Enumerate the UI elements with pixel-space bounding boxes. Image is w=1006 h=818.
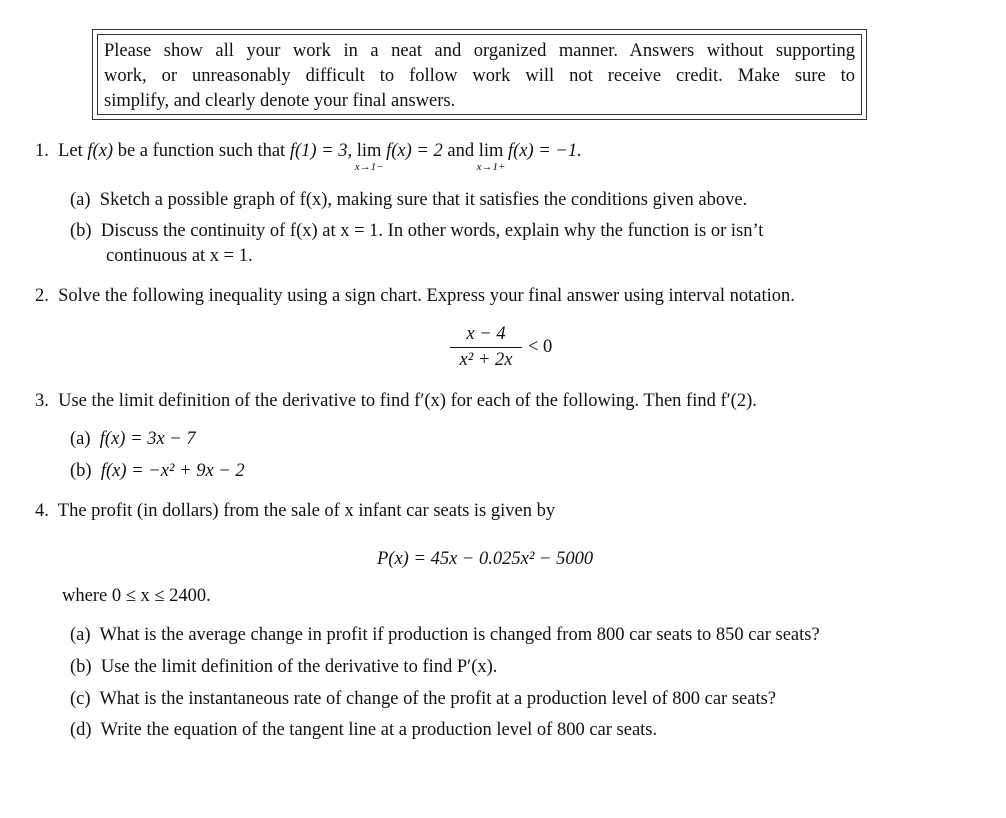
problem-3-number: 3. [35, 391, 49, 411]
problem-1-right-lim-word: lim [478, 141, 504, 161]
problem-1-right-lim-subscript: x→1+ [476, 161, 506, 173]
problem-1b-text-line-1: Discuss the continuity of f(x) at x = 1. In other words, explain why the function is or isn’t [100, 221, 764, 241]
problem-4-domain: where 0 ≤ x ≤ 2400. [62, 586, 211, 606]
problem-2-number: 2. [35, 286, 49, 306]
problem-1-left-limit [354, 141, 384, 173]
problem-1-stem-mid: be a function such that [117, 141, 286, 161]
problem-3b-text: f(x) = −x² + 9x − 2 [100, 461, 245, 481]
problem-4-stem [35, 501, 555, 522]
instructions-box-inner [97, 34, 862, 115]
instructions-box [92, 29, 867, 120]
problem-4a [70, 625, 820, 646]
problem-2-fraction [450, 324, 522, 371]
problem-3-text: Use the limit definition of the derivative to find f′(x) for each of the following. Then find f′(2). [58, 391, 757, 411]
problem-3-stem [35, 391, 757, 412]
problem-4d [70, 720, 657, 741]
problem-1-f-of-x: f(x) [87, 141, 114, 161]
problem-4c [70, 689, 776, 710]
problem-2-text: Solve the following inequality using a sign chart. Express your final answer using interval notation. [58, 286, 795, 306]
problem-2-relation: < 0 [528, 337, 553, 357]
problem-2-numerator: x − 4 [466, 324, 506, 344]
problem-1a [70, 190, 747, 211]
problem-1b-label: (b) [70, 221, 92, 241]
problem-1-and-word: and [447, 141, 475, 161]
problem-4b [70, 657, 497, 678]
problem-4c-text: What is the instantaneous rate of change of the profit at a production level of 800 car seats? [99, 689, 777, 709]
problem-1a-text: Sketch a possible graph of f(x), making sure that it satisfies the conditions given above. [99, 190, 748, 210]
problem-1-stem [35, 141, 582, 173]
problem-1-left-lim-subscript: x→1− [354, 161, 384, 173]
problem-3b-label: (b) [70, 461, 92, 481]
problem-2-denominator: x² + 2x [459, 350, 513, 370]
problem-1-right-limit [476, 141, 506, 173]
problem-4-text: The profit (in dollars) from the sale of x infant car seats is given by [57, 501, 556, 521]
problem-1-right-limit-expression: f(x) = −1. [508, 141, 582, 161]
problem-3a-label: (a) [70, 429, 91, 449]
problem-3a [70, 429, 196, 450]
problem-3a-text: f(x) = 3x − 7 [99, 429, 196, 449]
problem-4a-text: What is the average change in profit if production is changed from 800 car seats to 850 car seats? [99, 625, 820, 645]
problem-1-left-lim-word: lim [356, 141, 382, 161]
problem-4b-text: Use the limit definition of the derivative to find P′(x). [100, 657, 498, 677]
problem-1b [70, 221, 948, 242]
problem-1b-continuation: continuous at x = 1. [106, 246, 253, 266]
problem-4c-label: (c) [70, 689, 91, 709]
problem-4d-label: (d) [70, 720, 92, 740]
problem-1-f1-equation: f(1) = 3, [289, 141, 353, 161]
instructions-line-3: simplify, and clearly denote your final answers. [104, 91, 456, 111]
problem-4b-label: (b) [70, 657, 92, 677]
problem-3b [70, 461, 245, 482]
problem-2-stem [35, 286, 795, 307]
problem-1-number: 1. [35, 141, 49, 161]
problem-1-stem-prefix: Let [58, 141, 83, 161]
problem-4-number: 4. [35, 501, 49, 521]
instructions-line-1: Please show all your work in a neat and organized manner. Answers without supporting [104, 41, 855, 61]
instructions-line-2: work, or unreasonably difficult to follow work will not receive credit. Make sure to [104, 66, 855, 86]
problem-4a-label: (a) [70, 625, 91, 645]
problem-4-formula: P(x) = 45x − 0.025x² − 5000 [377, 549, 594, 569]
problem-1-left-limit-expression: f(x) = 2 [386, 141, 443, 161]
problem-1a-label: (a) [70, 190, 91, 210]
problem-4d-text: Write the equation of the tangent line at a production level of 800 car seats. [100, 720, 658, 740]
